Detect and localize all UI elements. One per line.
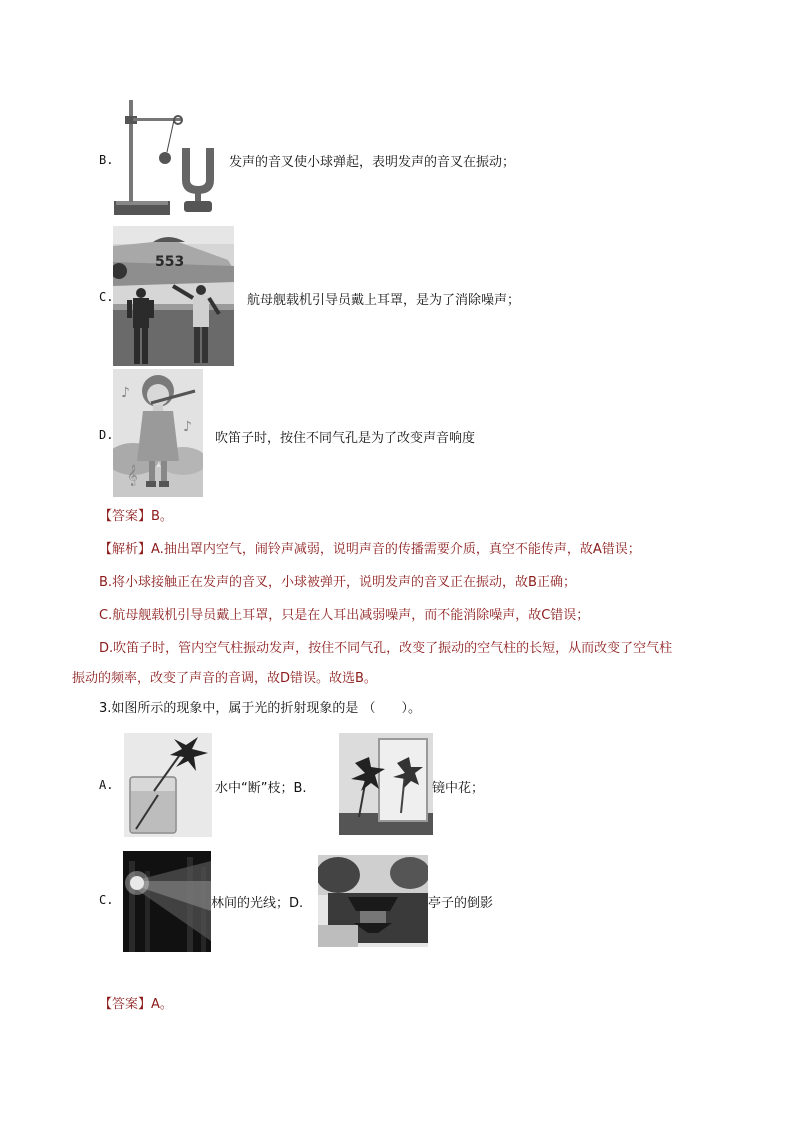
q3-option-b-text: 镜中花； — [432, 781, 485, 796]
q2-analysis-line-3: C.航母舰载机引导员戴上耳罩，只是在人耳出减弱噪声，而不能消除噪声，故C错误； — [99, 608, 590, 623]
svg-text:♪: ♪ — [183, 419, 192, 435]
svg-text:♪: ♪ — [121, 385, 130, 401]
q3-option-c-text: 林间的光线；D. — [211, 896, 304, 911]
flute-girl-image — [113, 369, 203, 497]
option-b-text: 发声的音叉使小球弹起，表明发声的音叉在振动； — [229, 155, 516, 170]
q2-answer — [99, 505, 173, 524]
svg-text:𝄞: 𝄞 — [127, 465, 138, 486]
jet-marshals-image — [113, 226, 234, 366]
tuning-fork-image — [112, 98, 222, 218]
forest-light-image — [123, 851, 211, 952]
q3-option-a-text: 水中“断”枝；B. — [215, 781, 307, 796]
option-c-letter: C. — [99, 290, 114, 304]
q3-option-a-letter: A. — [99, 778, 114, 792]
q3-stem: 3.如图所示的现象中，属于光的折射现象的是 （ ）。 — [99, 701, 422, 716]
q2-analysis-line-2: B.将小球接触正在发声的音叉，小球被弹开，说明发声的音叉正在振动，故B正确； — [99, 575, 576, 590]
q3-answer — [99, 993, 173, 1012]
answer-label: 【答案】 — [99, 509, 152, 524]
broken-branch-image — [124, 733, 212, 837]
q3-answer-label: 【答案】 — [99, 997, 152, 1012]
pavilion-reflection-image — [318, 855, 428, 947]
q3-answer-value: A。 — [151, 997, 173, 1012]
jet-number: 553 — [155, 254, 185, 270]
option-d-text: 吹笛子时，按住不同气孔是为了改变声音响度 — [215, 431, 476, 446]
q2-analysis-line-5: 振动的频率，改变了声音的音调，故D错误。故选B。 — [72, 671, 377, 686]
q2-analysis-line-1: 【解析】A.抽出罩内空气，闹铃声减弱，说明声音的传播需要介质，真空不能传声，故A错误； — [99, 542, 641, 557]
answer-value: B。 — [151, 509, 173, 524]
option-d-letter: D. — [99, 428, 114, 442]
option-c-text: 航母舰载机引导员戴上耳罩，是为了消除噪声； — [247, 293, 521, 308]
q3-option-d-text: 亭子的倒影 — [428, 896, 494, 911]
analysis-label: 【解析】 — [99, 542, 152, 557]
q2-analysis-line-4: D.吹笛子时，管内空气柱振动发声，按住不同气孔，改变了振动的空气柱的长短，从而改变了空气柱 — [99, 641, 673, 656]
option-b-letter: B. — [99, 153, 114, 167]
q3-option-c-letter: C. — [99, 893, 114, 907]
mirror-flower-image — [339, 733, 433, 835]
